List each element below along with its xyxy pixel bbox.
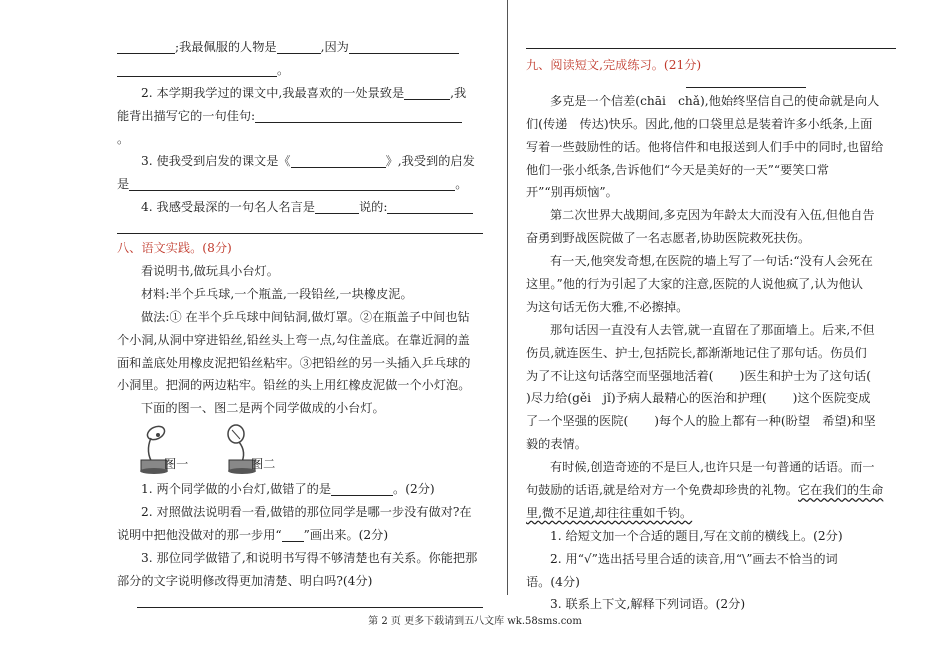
- s8-line-3: 做法:① 在半个乒乓球中间钻洞,做灯罩。②在瓶盖子中间也钻: [141, 309, 470, 324]
- question-3-line-1: [117, 150, 483, 173]
- answer-blank[interactable]: [315, 198, 359, 214]
- answer-blank[interactable]: [404, 84, 450, 100]
- answer-blank[interactable]: [349, 38, 459, 54]
- p5-line-3: [526, 502, 896, 525]
- s8-line-1: 看说明书,做玩具小台灯。: [141, 264, 279, 279]
- s8-line-7: 下面的图一、图二是两个同学做成的小台灯。: [141, 401, 385, 416]
- question-3-line-2: [117, 173, 483, 196]
- wavy-underlined-text: 它在我们的生命: [798, 483, 884, 498]
- answer-blank[interactable]: [255, 107, 462, 123]
- answer-blank[interactable]: [129, 175, 455, 191]
- text: 2. 本学期我学过的课文中,我最喜欢的一处景致是: [141, 85, 405, 100]
- title-line-area: [526, 77, 896, 90]
- p4-line-3: [526, 365, 896, 388]
- text: 说的:: [358, 200, 388, 215]
- punctuation-blank[interactable]: [767, 390, 793, 405]
- text: )医生和护士为了这句话(: [739, 368, 871, 383]
- text: 3. 使我受到启发的课文是《: [141, 154, 291, 169]
- p5-line-2: [526, 479, 896, 502]
- right-column: [526, 38, 896, 616]
- figure-2-label: 图二: [251, 457, 276, 472]
- left-line-1: [117, 36, 483, 59]
- text: 1. 两个同学做的小台灯,做错了的是: [141, 482, 332, 497]
- question-2-line-2: [117, 105, 483, 128]
- reading-question-3: 3. 联系上下文,解释下列词语。(2分): [550, 597, 746, 612]
- answer-line[interactable]: [137, 593, 483, 608]
- answer-blank[interactable]: [387, 198, 473, 214]
- p2-line-1: 第二次世界大战期间,多克因为年龄太大而没有入伍,但他自告: [550, 208, 875, 223]
- text: ,我: [450, 85, 467, 100]
- s8-question-3-line-1: 3. 那位同学做错了,和说明书写得不够清楚也有关系。你能把那: [141, 550, 478, 565]
- p2-line-2: 奋勇到野战医院做了一名志愿者,协助医院救死扶伤。: [526, 231, 811, 246]
- s8-question-3-line-2: 部分的文字说明修改得更加清楚、明白吗?(4分): [117, 573, 373, 588]
- text: 。(2分): [393, 482, 435, 497]
- text: 能背出描写它的一句佳句:: [117, 108, 256, 123]
- text: 。: [277, 62, 290, 77]
- page-footer: 第 2 页 更多下载请到五八文库 wk.58sms.com: [368, 616, 582, 627]
- punctuation-blank[interactable]: [714, 368, 740, 383]
- text: )这个医院变成: [792, 391, 871, 406]
- punctuation-blank[interactable]: [628, 413, 654, 428]
- p1-line-5: 开”“别再烦恼”。: [526, 185, 618, 200]
- column-divider: [507, 0, 508, 595]
- s8-line-5: 面和盖底处用橡皮泥把铅丝粘牢。③把铅丝的另一头插入乒乓球的: [117, 355, 471, 370]
- text: ;我最佩服的人物是: [175, 40, 277, 54]
- text: 为了不让这句话落空而坚强地活着(: [526, 368, 714, 383]
- left-line-2: [117, 59, 483, 82]
- s8-question-2-line-2: [117, 524, 483, 547]
- section-8-title: 八、语文实践。(8分): [117, 241, 232, 256]
- text: 是: [117, 177, 130, 192]
- s8-line-6: 小洞里。把洞的两边粘牢。铅丝的头上用红橡皮泥做一个小灯泡。: [117, 378, 471, 393]
- question-2-line-1: [117, 82, 483, 105]
- s8-question-2-line-1: 2. 对照做法说明看一看,做错的那位同学是哪一步没有做对?在: [141, 505, 472, 520]
- reading-question-1: 1. 给短文加一个合适的题目,写在文前的横线上。(2分): [550, 528, 843, 543]
- reading-question-2-line-1: 2. 用“√”选出括号里合适的读音,用“\”画去不恰当的词: [550, 551, 838, 566]
- wavy-underlined-text: 里,微不足道,却往往重如千钧。: [526, 505, 693, 520]
- p1-line-4: 他们一张小纸条,告诉他们“今天是美好的一天”“要笑口常: [526, 162, 829, 177]
- text: 。: [117, 131, 130, 146]
- p1-line-3: 写着一些鼓励性的话。他将信件和电报送到人们手中的同时,也留给: [526, 139, 884, 154]
- p4-line-1: 那句话因一直没有人去管,就一直留在了那面墙上。后来,不但: [550, 322, 875, 337]
- section-9-title: 九、阅读短文,完成练习。(21分): [526, 58, 702, 72]
- p3-line-1: 有一天,他突发奇想,在医院的墙上写了一句话:“没有人会死在: [550, 254, 873, 269]
- text: 句鼓励的话语,就是给对方一个免费却珍贵的礼物。: [526, 483, 798, 498]
- p1-line-2: 们(传递 传达)快乐。因此,他的口袋里总是装着许多小纸条,上面: [526, 116, 873, 131]
- p4-line-2: 伤员,就连医生、护士,包括院长,都渐渐地记住了那句话。伤员们: [526, 345, 867, 360]
- p3-line-3: 为这句话无伤大雅,不必擦掉。: [526, 299, 689, 314]
- text: 4. 我感受最深的一句名人名言是: [141, 200, 315, 215]
- question-2-line-3: [117, 128, 483, 151]
- reading-question-2-line-2: 语。(4分): [526, 574, 580, 589]
- lamp-figures: [117, 420, 483, 478]
- answer-blank[interactable]: [282, 526, 304, 542]
- figure-1-label: 图一: [164, 457, 189, 472]
- p3-line-2: 这里。”他的行为引起了大家的注意,医院的人说他疯了,认为他认: [526, 277, 863, 292]
- text: )尽力给(gěi jǐ)予病人最精心的医治和护理(: [526, 391, 767, 406]
- text: 了一个坚强的医院(: [526, 414, 629, 429]
- text: 》,我受到的启发: [385, 154, 475, 169]
- answer-line[interactable]: [526, 38, 896, 49]
- p5-line-1: 有时候,创造奇迹的不是巨人,也许只是一句普通的话语。而一: [550, 460, 875, 475]
- p4-line-6: 毅的表情。: [526, 437, 587, 452]
- s8-question-1: [117, 478, 483, 501]
- text: )每个人的脸上都有一种(盼望 希望)和坚: [654, 414, 876, 429]
- left-column: [117, 36, 483, 608]
- text: 说明中把他没做对的那一步用“: [117, 528, 282, 543]
- answer-blank[interactable]: [117, 61, 277, 77]
- answer-blank[interactable]: [277, 38, 321, 54]
- p4-line-5: [526, 410, 896, 433]
- s8-line-2: 材料:半个乒乓球,一个瓶盖,一段铅丝,一块橡皮泥。: [141, 286, 413, 301]
- p1-line-1: 多克是一个信差(chāi chǎ),他始终坚信自己的使命就是向人: [550, 93, 880, 108]
- text: ”画出来。(2分): [303, 528, 389, 543]
- answer-line[interactable]: [117, 219, 483, 234]
- s8-line-4: 个小洞,从洞中穿进铅丝,铅丝头上弯一点,勾住盖底。在靠近洞的盖: [117, 332, 470, 347]
- text: ,因为: [320, 40, 349, 54]
- question-4-line-1: [117, 196, 483, 219]
- title-answer-line[interactable]: [686, 77, 806, 88]
- answer-blank[interactable]: [117, 38, 175, 54]
- p4-line-4: [526, 387, 896, 410]
- text: 。: [455, 177, 468, 192]
- answer-blank[interactable]: [331, 480, 393, 496]
- answer-blank[interactable]: [291, 152, 386, 168]
